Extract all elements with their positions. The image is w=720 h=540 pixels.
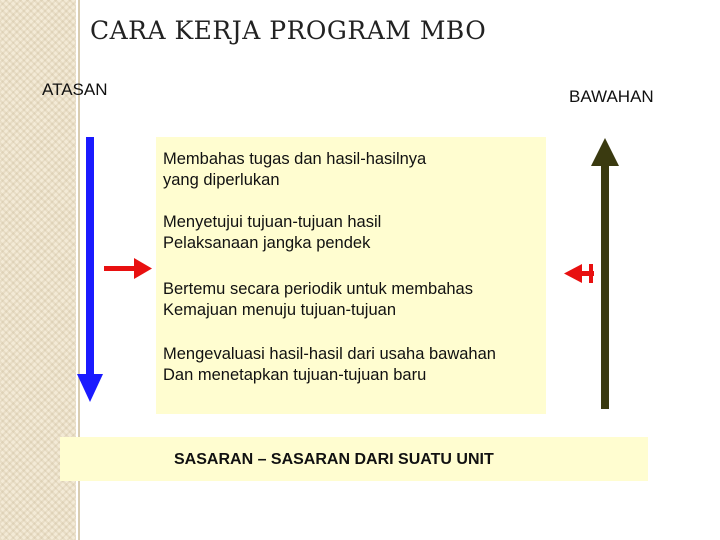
step-1-line-1: Membahas tugas dan hasil-hasilnya [163,150,427,168]
goal-text: SASARAN – SASARAN DARI SUATU UNIT [174,451,494,468]
down-arrow-icon [77,137,103,402]
label-bawahan: BAWAHAN [569,87,654,106]
step-4-line-2: Dan menetapkan tujuan-tujuan baru [163,366,427,384]
left-pointer-arrow-icon [564,264,594,283]
step-2-line-1: Menyetujui tujuan-tujuan hasil [163,213,382,231]
step-1-line-2: yang diperlukan [163,171,280,189]
step-3-line-1: Bertemu secara periodik untuk membahas [163,280,473,298]
page-title: CARA KERJA PROGRAM MBO [90,16,487,45]
step-3-line-2: Kemajuan menuju tujuan-tujuan [163,301,396,319]
right-pointer-arrow-icon [104,258,152,279]
up-arrow-icon [591,138,619,409]
step-4-line-1: Mengevaluasi hasil-hasil dari usaha bawahan [163,345,496,363]
step-2-line-2: Pelaksanaan jangka pendek [163,234,371,252]
label-atasan: ATASAN [42,80,108,99]
